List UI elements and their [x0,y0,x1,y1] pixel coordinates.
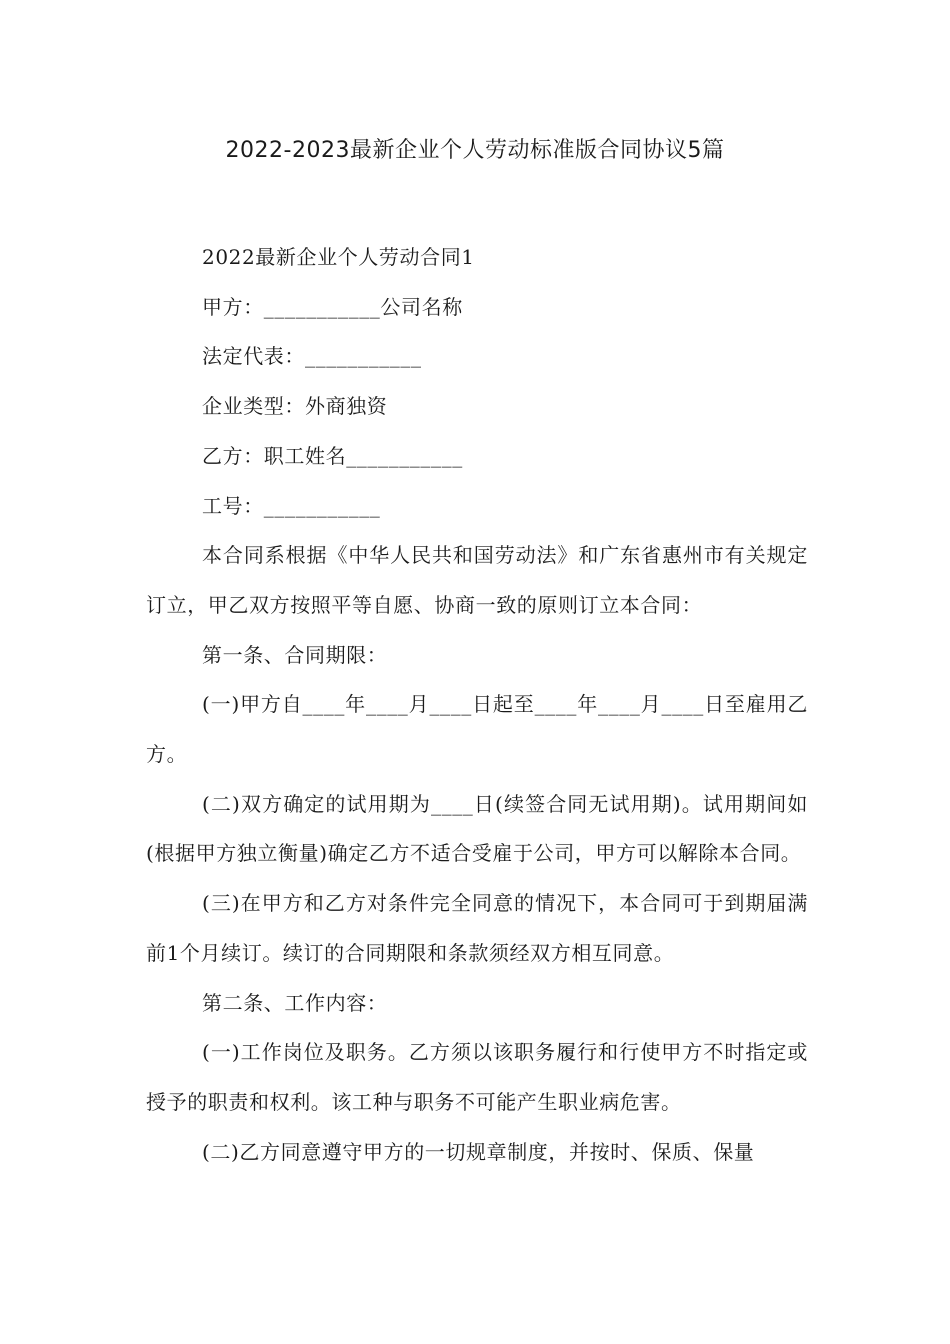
article-2-clause-1: (一)工作岗位及职务。乙方须以该职务履行和行使甲方不时指定或授予的职责和权利。该工种与职务不可能产生职业病危害。 [146,1040,808,1114]
article-1-clause-2: (二)双方确定的试用期为____日(续签合同无试用期)。试用期间如(根据甲方独立衡量)确定乙方不适合受雇于公司，甲方可以解除本合同。 [146,791,808,866]
article-2-clause-2: (二)乙方同意遵守甲方的一切规章制度，并按时、保质、保量 [202,1139,755,1164]
article-2-heading: 第二条、工作内容： [202,990,388,1015]
document-body [146,233,808,1177]
document-title: 2022-2023最新企业个人劳动标准版合同协议5篇 [225,138,725,163]
contract-heading: 2022最新企业个人劳动合同1 [202,245,475,269]
preamble-paragraph: 本合同系根据《中华人民共和国劳动法》和广东省惠州市有关规定订立，甲乙双方按照平等自愿、协商一致的原则订立本合同： [146,543,808,617]
article-1-heading: 第一条、合同期限： [202,642,388,667]
article-1-clause-1: (一)甲方自____年____月____日起至____年____月____日至雇用乙方。 [146,692,808,767]
party-a-line: 甲方：___________公司名称 [202,294,463,319]
enterprise-type-line: 企业类型：外商独资 [202,394,388,419]
employee-id-line: 工号：___________ [202,493,381,518]
legal-representative-line: 法定代表：___________ [202,344,422,369]
article-1-clause-3: (三)在甲方和乙方对条件完全同意的情况下，本合同可于到期届满前1个月续订。续订的合同期限和条款须经双方相互同意。 [146,891,808,965]
party-b-line: 乙方：职工姓名___________ [202,443,463,468]
